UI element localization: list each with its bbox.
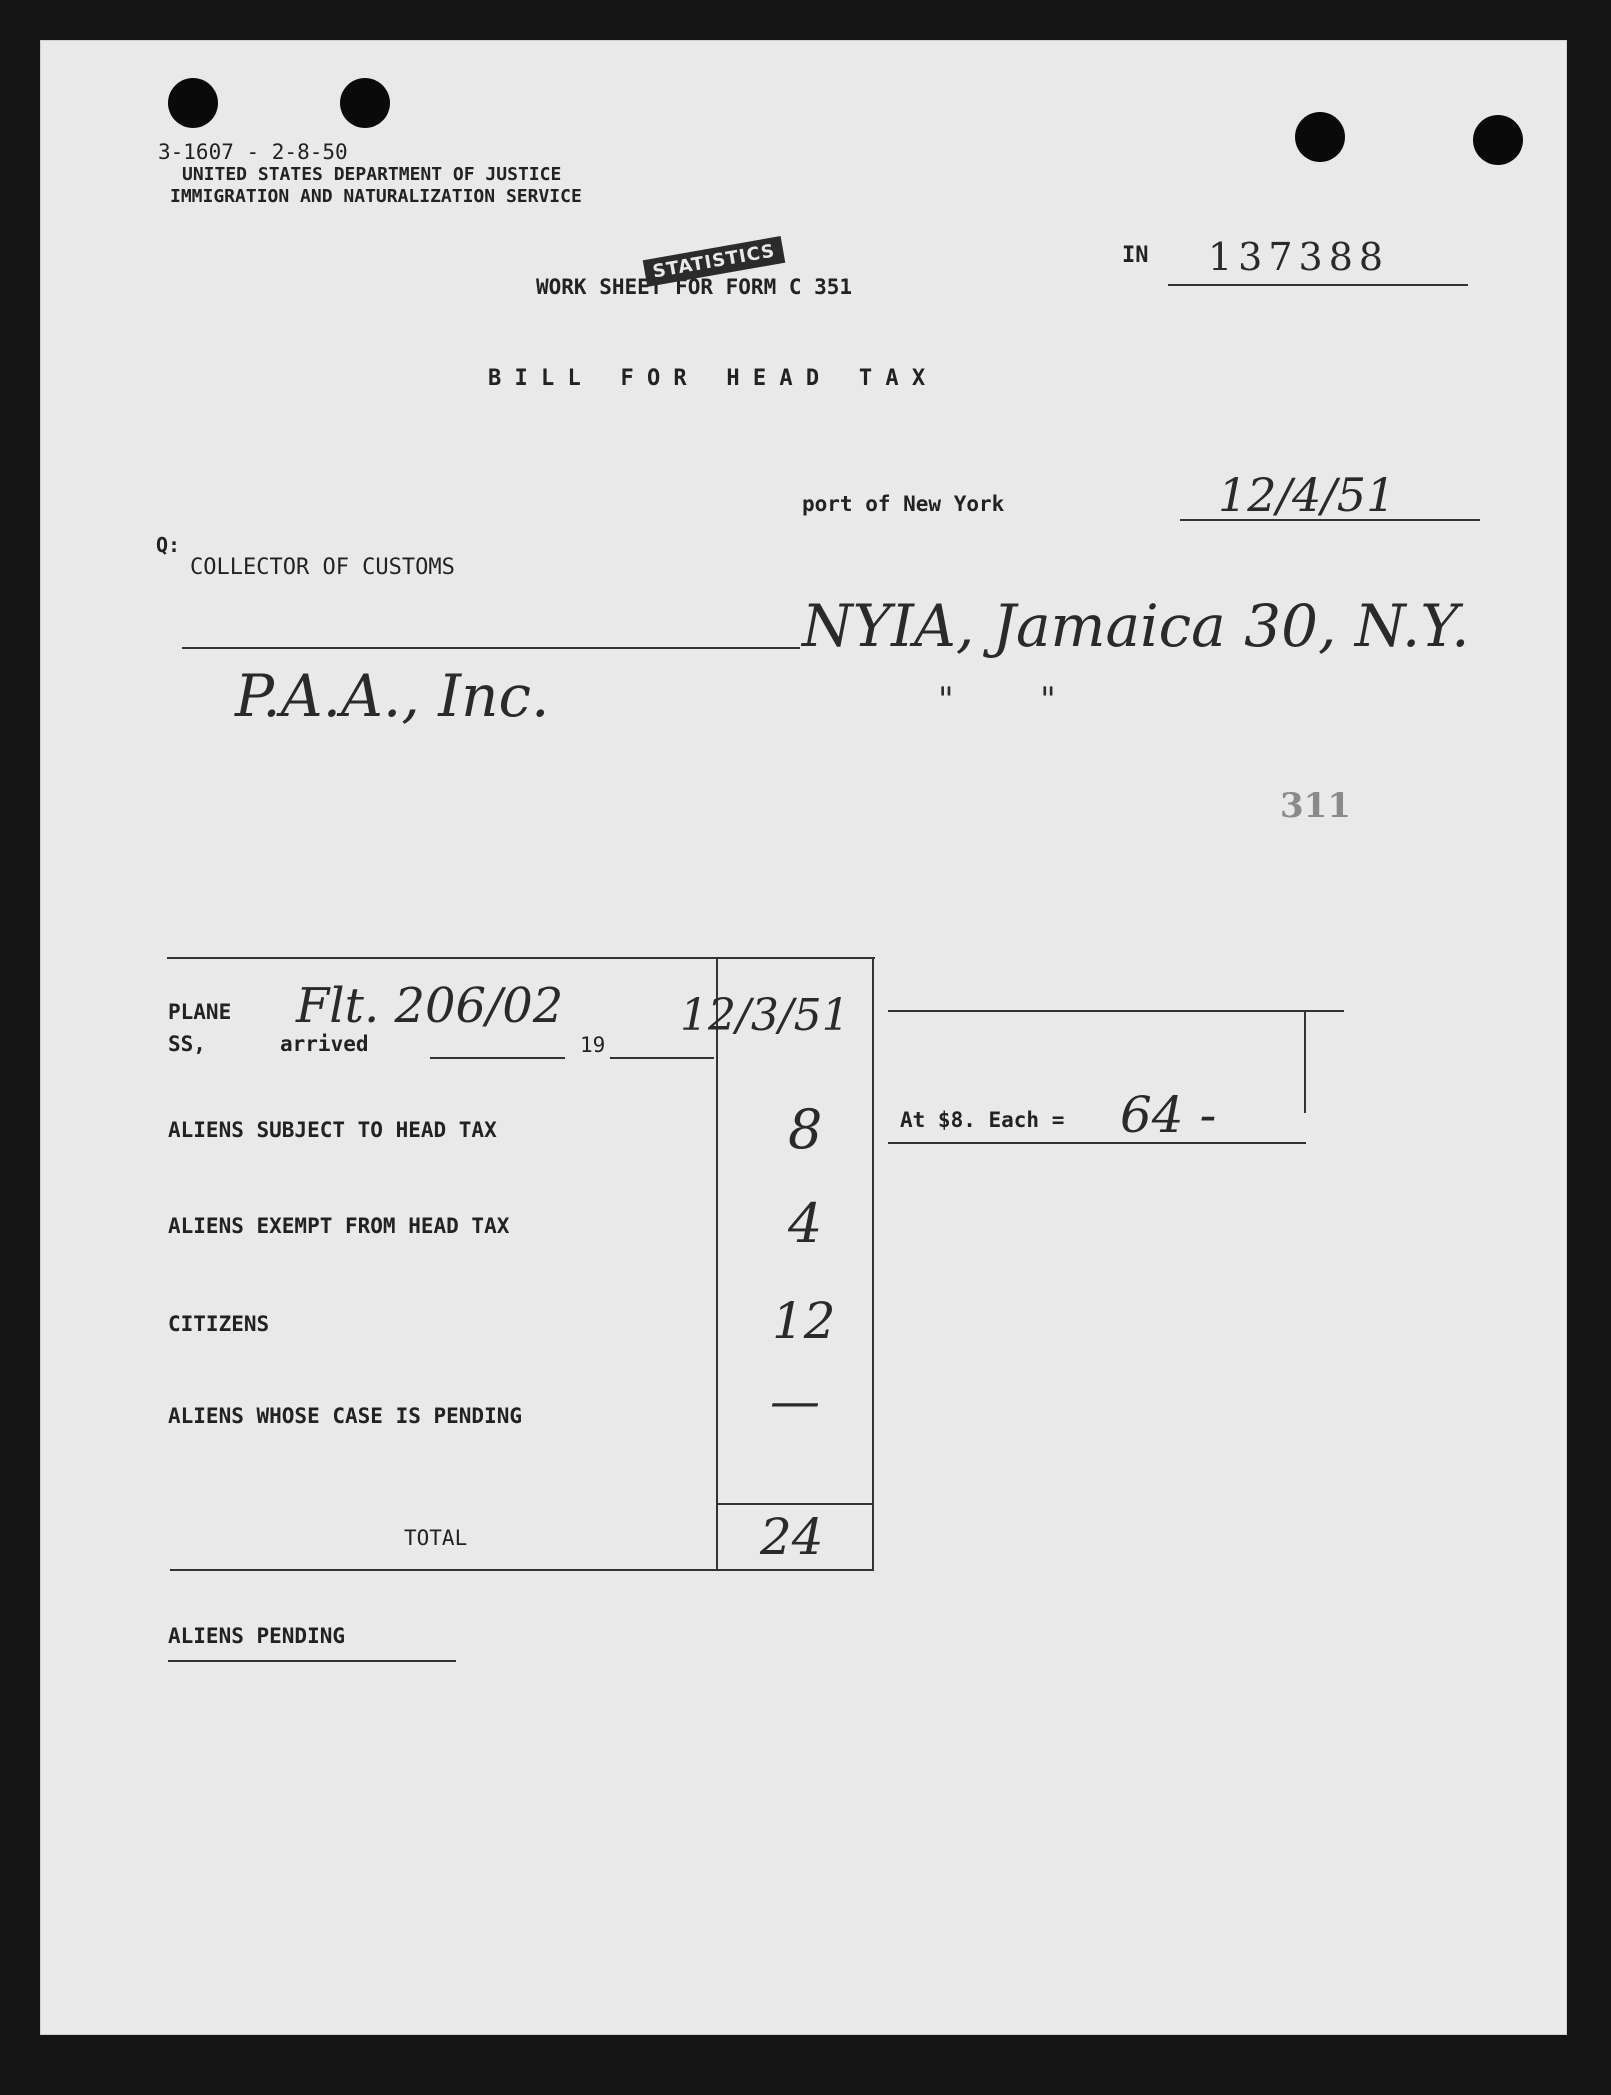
table-bottom-rule [170, 1569, 874, 1571]
count-value-citizens: 12 [772, 1292, 836, 1350]
address-line: NYIA, Jamaica 30, N.Y. [802, 592, 1470, 660]
bill-title: B I L L F O R H E A D T A X [488, 366, 926, 391]
total-label: TOTAL [404, 1526, 468, 1550]
count-label-exempt: ALIENS EXEMPT FROM HEAD TAX [168, 1214, 510, 1238]
tax-box-right [1304, 1010, 1306, 1113]
count-value-subject: 8 [788, 1098, 823, 1161]
file-number-value: 137388 [1208, 235, 1390, 279]
punch-hole-icon [1473, 115, 1523, 165]
count-value-exempt: 4 [788, 1192, 823, 1255]
arrived-label: arrived [280, 1032, 369, 1056]
side-number: 311 [1280, 786, 1351, 826]
punch-hole-icon [340, 78, 390, 128]
port-date: 12/4/51 [1218, 468, 1396, 522]
agency-line-2: IMMIGRATION AND NATURALIZATION SERVICE [170, 186, 582, 207]
port-date-underline [1180, 519, 1480, 521]
table-top-rule [167, 957, 875, 959]
arrived-underline [430, 1057, 565, 1059]
tax-box-top [888, 1010, 1344, 1012]
document-sheet [40, 40, 1567, 2035]
plane-label: PLANE [168, 1000, 232, 1024]
aliens-pending-label: ALIENS PENDING [168, 1624, 346, 1648]
punch-hole-icon [168, 78, 218, 128]
ss-label: SS, [168, 1032, 206, 1056]
table-divider [716, 957, 718, 1569]
carrier-name: P.A.A., Inc. [235, 662, 550, 730]
total-value: 24 [760, 1508, 824, 1566]
count-label-subject: ALIENS SUBJECT TO HEAD TAX [168, 1118, 497, 1142]
statistics-stamp: STATISTICS [643, 236, 785, 287]
total-top-rule [716, 1503, 874, 1505]
table-right-edge [872, 957, 874, 1569]
address-ditto: " " [938, 680, 1056, 720]
year-underline [610, 1057, 714, 1059]
address-rule [182, 647, 800, 649]
punch-hole-icon [1295, 112, 1345, 162]
port-label: port of New York [802, 492, 1005, 516]
work-sheet-title: WORK SHEET FOR FORM C 351 [536, 275, 853, 299]
count-label-pending: ALIENS WHOSE CASE IS PENDING [168, 1404, 523, 1428]
tax-box-bottom [888, 1142, 1306, 1144]
to-label: Q: [156, 533, 181, 557]
count-label-citizens: CITIZENS [168, 1312, 270, 1336]
form-number: 3-1607 - 2-8-50 [158, 140, 348, 164]
arrival-date: 12/3/51 [680, 990, 850, 1041]
flight-number: Flt. 206/02 [296, 978, 564, 1034]
collector-of-customs: COLLECTOR OF CUSTOMS [190, 555, 455, 580]
tax-amount: 64 - [1120, 1086, 1217, 1144]
file-number-label: IN [1122, 243, 1149, 268]
year-prefix: 19 [580, 1033, 606, 1057]
agency-line-1: UNITED STATES DEPARTMENT OF JUSTICE [182, 164, 562, 185]
aliens-pending-underline [168, 1660, 456, 1662]
count-value-pending: — [770, 1372, 820, 1430]
file-number-underline [1168, 284, 1468, 286]
tax-rate-label: At $8. Each = [900, 1108, 1065, 1132]
